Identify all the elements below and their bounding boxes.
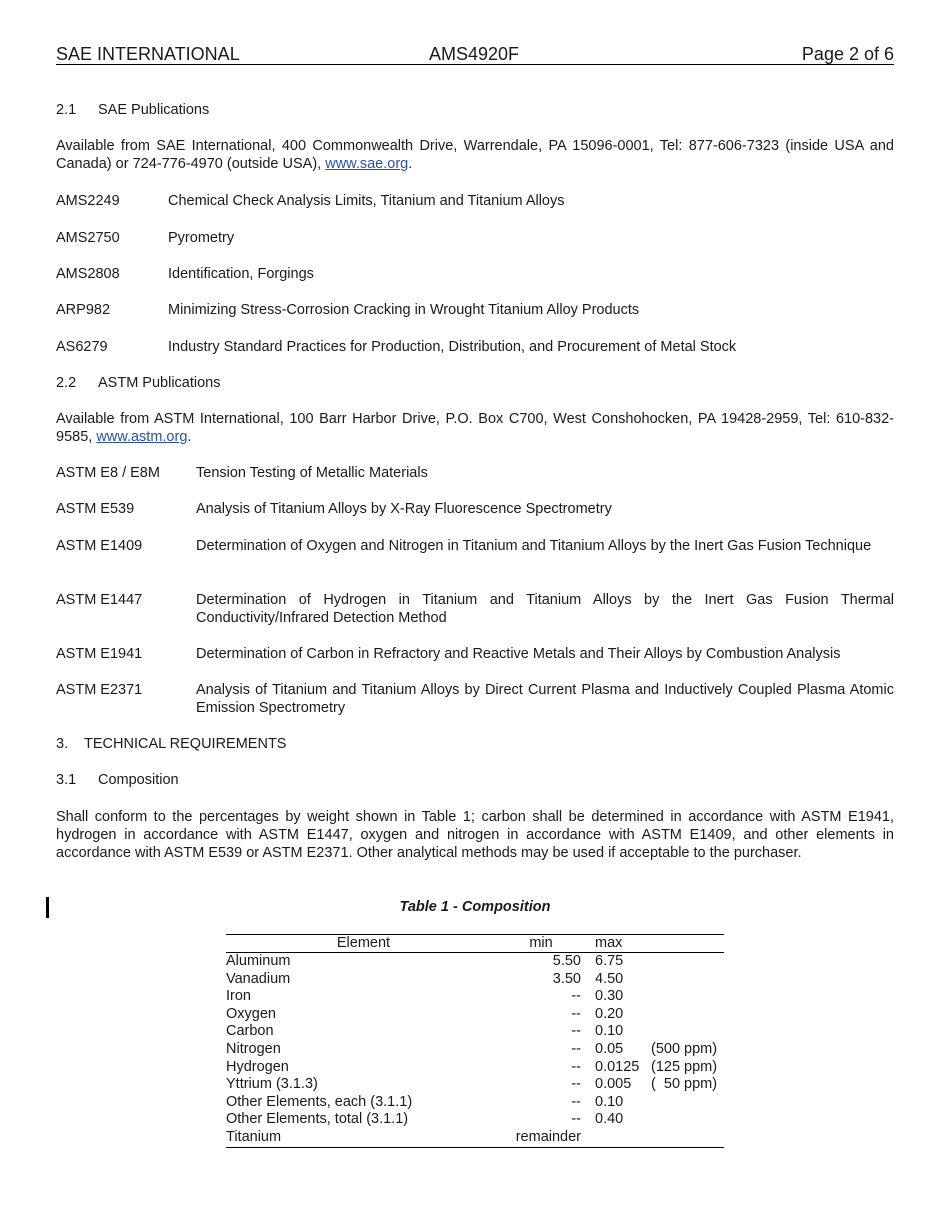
table-row [226,1059,724,1077]
note-cell [651,971,724,989]
element-cell: Vanadium [226,970,291,987]
note-cell [651,1111,724,1129]
table-row [226,971,724,989]
section-number: 3.1 [56,772,77,788]
note-cell [651,1006,724,1024]
reference-title: Determination of Carbon in Refractory and Reactive Metals and Their Alloys by Combustion Analysis [196,646,841,662]
reference-title: Tension Testing of Metallic Materials [196,465,428,481]
astm-availability-paragraph [56,410,894,446]
max-cell: 0.05 [595,1040,624,1057]
page-header [56,44,894,65]
reference-code: ASTM E2371 [56,682,143,698]
reference-code: ARP982 [56,302,111,318]
reference-code: ASTM E1941 [56,646,143,662]
section-number: 2.1 [56,102,77,118]
note-cell [651,1129,724,1147]
table-row [226,988,724,1006]
period: . [408,156,413,172]
table-row [226,1111,724,1129]
reference-code: AMS2808 [56,266,120,282]
column-header-min: min [529,935,553,951]
section-title: SAE Publications [98,102,210,118]
reference-title: Determination of Hydrogen in Titanium and Titanium Alloys by the Inert Gas Fusion Thermal Conductivity/Infrared Detection Method [196,592,894,626]
max-cell: 0.10 [595,1093,624,1110]
min-cell: -- [571,1093,581,1110]
reference-code: ASTM E1409 [56,538,143,554]
table-header-row [226,935,724,953]
max-cell: 4.50 [595,970,624,987]
reference-title: Analysis of Titanium and Titanium Alloys by Direct Current Plasma and Inductively Coupled Plasma Atomic Emission Spectrometry [196,682,894,716]
reference-code: AS6279 [56,339,108,355]
max-cell: 0.0125 [595,1058,640,1075]
min-cell: 3.50 [552,970,581,987]
section-heading-2-2 [56,374,221,392]
max-cell: 0.20 [595,1005,624,1022]
table-row [226,1076,724,1094]
note-cell [651,1023,724,1041]
table-row [226,1094,724,1112]
reference-code: AMS2750 [56,230,120,246]
element-cell: Hydrogen [226,1058,289,1075]
reference-code: AMS2249 [56,193,120,209]
reference-code: ASTM E1447 [56,592,143,608]
reference-title: Analysis of Titanium Alloys by X-Ray Fluorescence Spectrometry [196,501,612,517]
reference-title: Identification, Forgings [168,266,314,282]
composition-table [226,934,724,1148]
element-cell: Other Elements, total (3.1.1) [226,1111,409,1128]
note-cell: ( 50 ppm) [651,1076,718,1093]
element-cell: Yttrium (3.1.3) [226,1076,318,1093]
table-row [226,953,724,971]
section-heading-3-1 [56,771,179,789]
composition-paragraph: Shall conform to the percentages by weight shown in Table 1; carbon shall be determined in accordance with ASTM E1941, hydrogen in accordance with ASTM E1447, oxygen and nitrogen in accordance with ASTM E1409, and other elements in accordance with ASTM E539 or ASTM E2371. Other analytical methods may be used if acceptable to the purchaser. [56,809,894,861]
section-title: Composition [98,772,179,788]
header-org: SAE INTERNATIONAL [56,44,240,64]
period: . [187,429,192,445]
min-cell: -- [571,988,581,1005]
note-cell [651,953,724,971]
section-title: TECHNICAL REQUIREMENTS [84,736,287,752]
reference-code: ASTM E539 [56,501,135,517]
note-cell: (500 ppm) [651,1040,718,1057]
section-heading-3 [56,735,286,753]
min-cell: -- [571,1005,581,1022]
note-cell [651,1094,724,1112]
column-header-element: Element [336,935,391,951]
min-cell: remainder [515,1128,581,1145]
table-row [226,1006,724,1024]
section-number: 3. [56,736,69,752]
element-cell: Iron [226,988,251,1005]
min-cell: -- [571,1023,581,1040]
note-cell [651,988,724,1006]
reference-code: ASTM E8 / E8M [56,465,160,481]
element-cell: Nitrogen [226,1040,281,1057]
header-page-number: Page 2 of 6 [801,44,894,64]
table-row [226,1041,724,1059]
table-row [226,1023,724,1041]
min-cell: -- [571,1111,581,1128]
max-cell: 0.10 [595,1023,624,1040]
header-doc-id: AMS4920F [429,44,520,64]
max-cell [589,1129,651,1147]
element-cell: Carbon [226,1023,274,1040]
column-header-max: max [595,935,623,951]
reference-title: Minimizing Stress-Corrosion Cracking in Wrought Titanium Alloy Products [168,302,640,318]
max-cell: 0.30 [595,988,624,1005]
element-cell: Oxygen [226,1005,276,1022]
astm-website-link[interactable]: www.astm.org [96,429,188,445]
reference-title: Chemical Check Analysis Limits, Titanium and Titanium Alloys [168,193,565,209]
sae-website-link[interactable]: www.sae.org [325,156,409,172]
max-cell: 0.40 [595,1111,624,1128]
element-cell: Other Elements, each (3.1.1) [226,1093,413,1110]
availability-text: Available from ASTM International, 100 Barr Harbor Drive, P.O. Box C700, West Conshohocken, PA 19428-2959, Tel: 610-832-9585, [56,411,894,445]
max-cell: 0.005 [595,1076,632,1093]
availability-text: Available from SAE International, 400 Commonwealth Drive, Warrendale, PA 15096-0001, Tel: 877-606-7323 (inside USA and Canada) or 724-776-4970 (outside USA), [56,138,894,172]
min-cell: -- [571,1076,581,1093]
reference-title: Determination of Oxygen and Nitrogen in Titanium and Titanium Alloys by the Inert Gas Fusion Technique [196,538,872,554]
note-cell: (125 ppm) [651,1058,718,1075]
min-cell: -- [571,1040,581,1057]
table-row [226,1129,724,1147]
table-title: Table 1 - Composition [399,899,551,915]
sae-availability-paragraph [56,137,894,173]
reference-title: Pyrometry [168,230,235,246]
min-cell: 5.50 [552,953,581,969]
section-number: 2.2 [56,375,77,391]
max-cell: 6.75 [595,953,624,969]
element-cell: Titanium [226,1128,282,1145]
section-title: ASTM Publications [98,375,221,391]
section-heading-2-1 [56,101,209,119]
column-header-note [651,935,724,953]
element-cell: Aluminum [226,953,291,969]
reference-title: Industry Standard Practices for Production, Distribution, and Procurement of Metal Stock [168,339,737,355]
min-cell: -- [571,1058,581,1075]
